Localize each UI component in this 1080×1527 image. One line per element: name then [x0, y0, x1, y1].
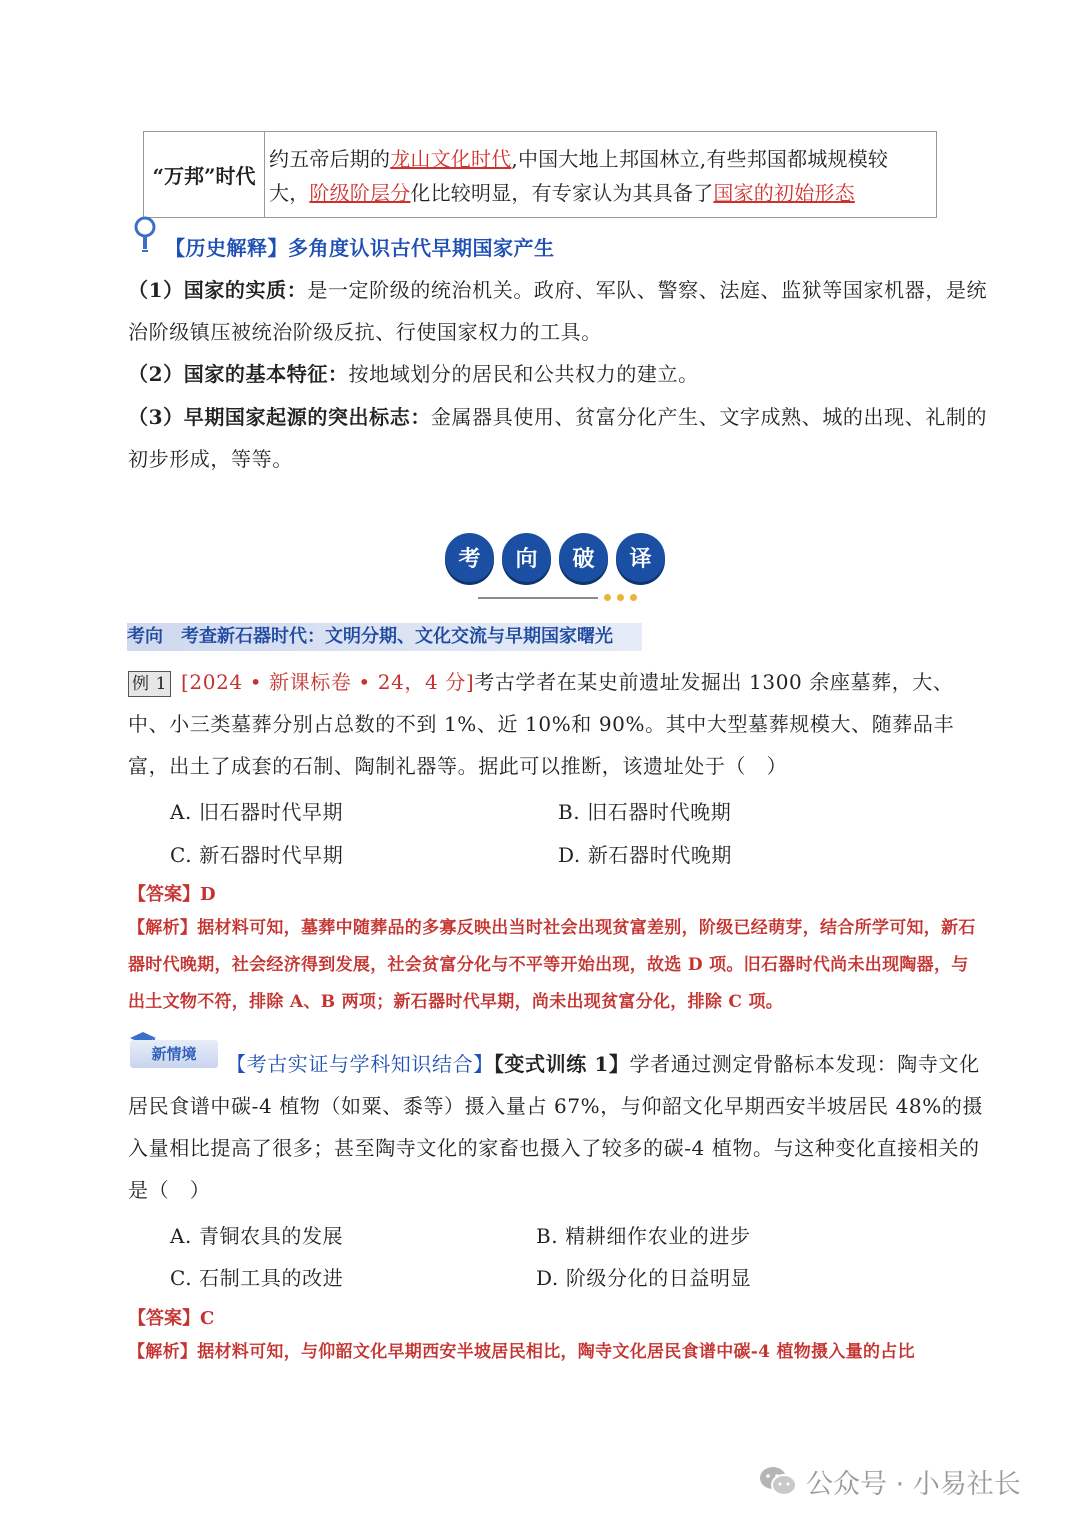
variant-1-analysis: 【解析】据材料可知，与仰韶文化早期西安半坡居民相比，陶寺文化居民食谱中碳-4 植物摄入量的占比 — [128, 1342, 915, 1362]
link-longshan[interactable]: 龙山文化时代 — [390, 147, 512, 171]
link-class-stratification[interactable]: 阶级阶层分 — [309, 181, 411, 205]
topic-heading: 考向 考查新石器时代：文明分期、文化交流与早期国家曙光 — [127, 623, 642, 651]
example-1-option-a[interactable]: A. 旧石器时代早期 — [170, 800, 344, 824]
variant-1-stem: 【考古实证与学科知识结合】【变式训练 1】学者通过测定骨骼标本发现：陶寺文化居民食谱中碳-4 植物（如粟、黍等）摄入量占 67%，与仰韶文化早期西安半坡居民 48%的摄入量相比提高了很多；甚至陶寺文化的家畜也摄入了较多的碳-4 植物。与这种变化直接相关的是（ ） — [128, 1052, 984, 1202]
watermark-text: 公众号 · 小易社长 — [806, 1469, 1021, 1500]
era-description: 约五帝后期的龙山文化时代,中国大地上邦国林立,有些邦国都城规模较 大，阶级阶层分化比较明显，有专家认为其具备了国家的初始形态 — [269, 147, 889, 205]
badge-xiang: 向 — [502, 533, 551, 582]
divider-dots — [604, 594, 637, 601]
variant-1-option-c[interactable]: C. 石制工具的改进 — [170, 1266, 344, 1290]
divider-line — [478, 597, 598, 599]
variant-1-option-b[interactable]: B. 精耕细作农业的进步 — [536, 1224, 751, 1248]
era-label: “万邦”时代 — [144, 132, 265, 217]
example-1-stem: 例 1 [2024 • 新课标卷 • 24，4 分]考古学者在某史前遗址发掘出 1300 余座墓葬，大、中、小三类墓葬分别占总数的不到 1%、近 10%和 90%。其中大型墓葬规模大、随葬品丰富，出土了成套的石制、陶制礼器等。据此可以推断，该遗址处于（ ） — [128, 670, 955, 778]
example-1-answer: 【答案】D — [128, 884, 216, 905]
badge-po: 破 — [559, 533, 608, 582]
example-1-option-b[interactable]: B. 旧石器时代晚期 — [558, 800, 732, 824]
history-point-2: （2）国家的基本特征：按地域划分的居民和公共权力的建立。 — [128, 362, 699, 386]
example-1-analysis: 【解析】据材料可知，墓葬中随葬品的多寡反映出当时社会出现贫富差别，阶级已经萌芽，结合所学可知，新石器时代晚期，社会经济得到发展，社会贫富分化与不平等开始出现，故选 D 项。旧石器时代尚未出现陶器，与出土文物不符，排除 A、B 两项；新石器时代早期，尚未出现贫富分化，排除 C 项。 — [128, 918, 976, 1012]
badge-kao: 考 — [445, 533, 494, 582]
new-context-tag: 新情境 — [128, 1030, 220, 1070]
watermark — [758, 1462, 1021, 1501]
link-initial-state-form[interactable]: 国家的初始形态 — [713, 181, 855, 205]
example-1-option-c[interactable]: C. 新石器时代早期 — [170, 843, 344, 867]
example-source: [2024 • 新课标卷 • 24，4 分] — [181, 670, 475, 694]
era-table — [143, 131, 937, 218]
variant-1-option-d[interactable]: D. 阶级分化的日益明显 — [536, 1266, 752, 1290]
example-tag: 例 1 — [128, 671, 171, 697]
history-heading: 【历史解释】多角度认识古代早期国家产生 — [165, 236, 555, 260]
section-badges — [445, 533, 665, 582]
badge-yi: 译 — [616, 533, 665, 582]
magnifier-icon — [132, 215, 158, 255]
history-point-1: （1）国家的实质：是一定阶级的统治机关。政府、军队、警察、法庭、监狱等国家机器，是统治阶级镇压被统治阶级反抗、行使国家权力的工具。 — [128, 278, 988, 344]
variant-1-option-a[interactable]: A. 青铜农具的发展 — [170, 1224, 344, 1248]
history-point-3: （3）早期国家起源的突出标志：金属器具使用、贫富分化产生、文字成熟、城的出现、礼制的初步形成，等等。 — [128, 405, 988, 471]
example-1-option-d[interactable]: D. 新石器时代晚期 — [558, 843, 733, 867]
variant-context: 【考古实证与学科知识结合】 — [226, 1052, 494, 1076]
wechat-icon — [758, 1465, 798, 1499]
variant-1-answer: 【答案】C — [128, 1308, 215, 1329]
variant-label: 【变式训练 1】 — [493, 1052, 630, 1076]
